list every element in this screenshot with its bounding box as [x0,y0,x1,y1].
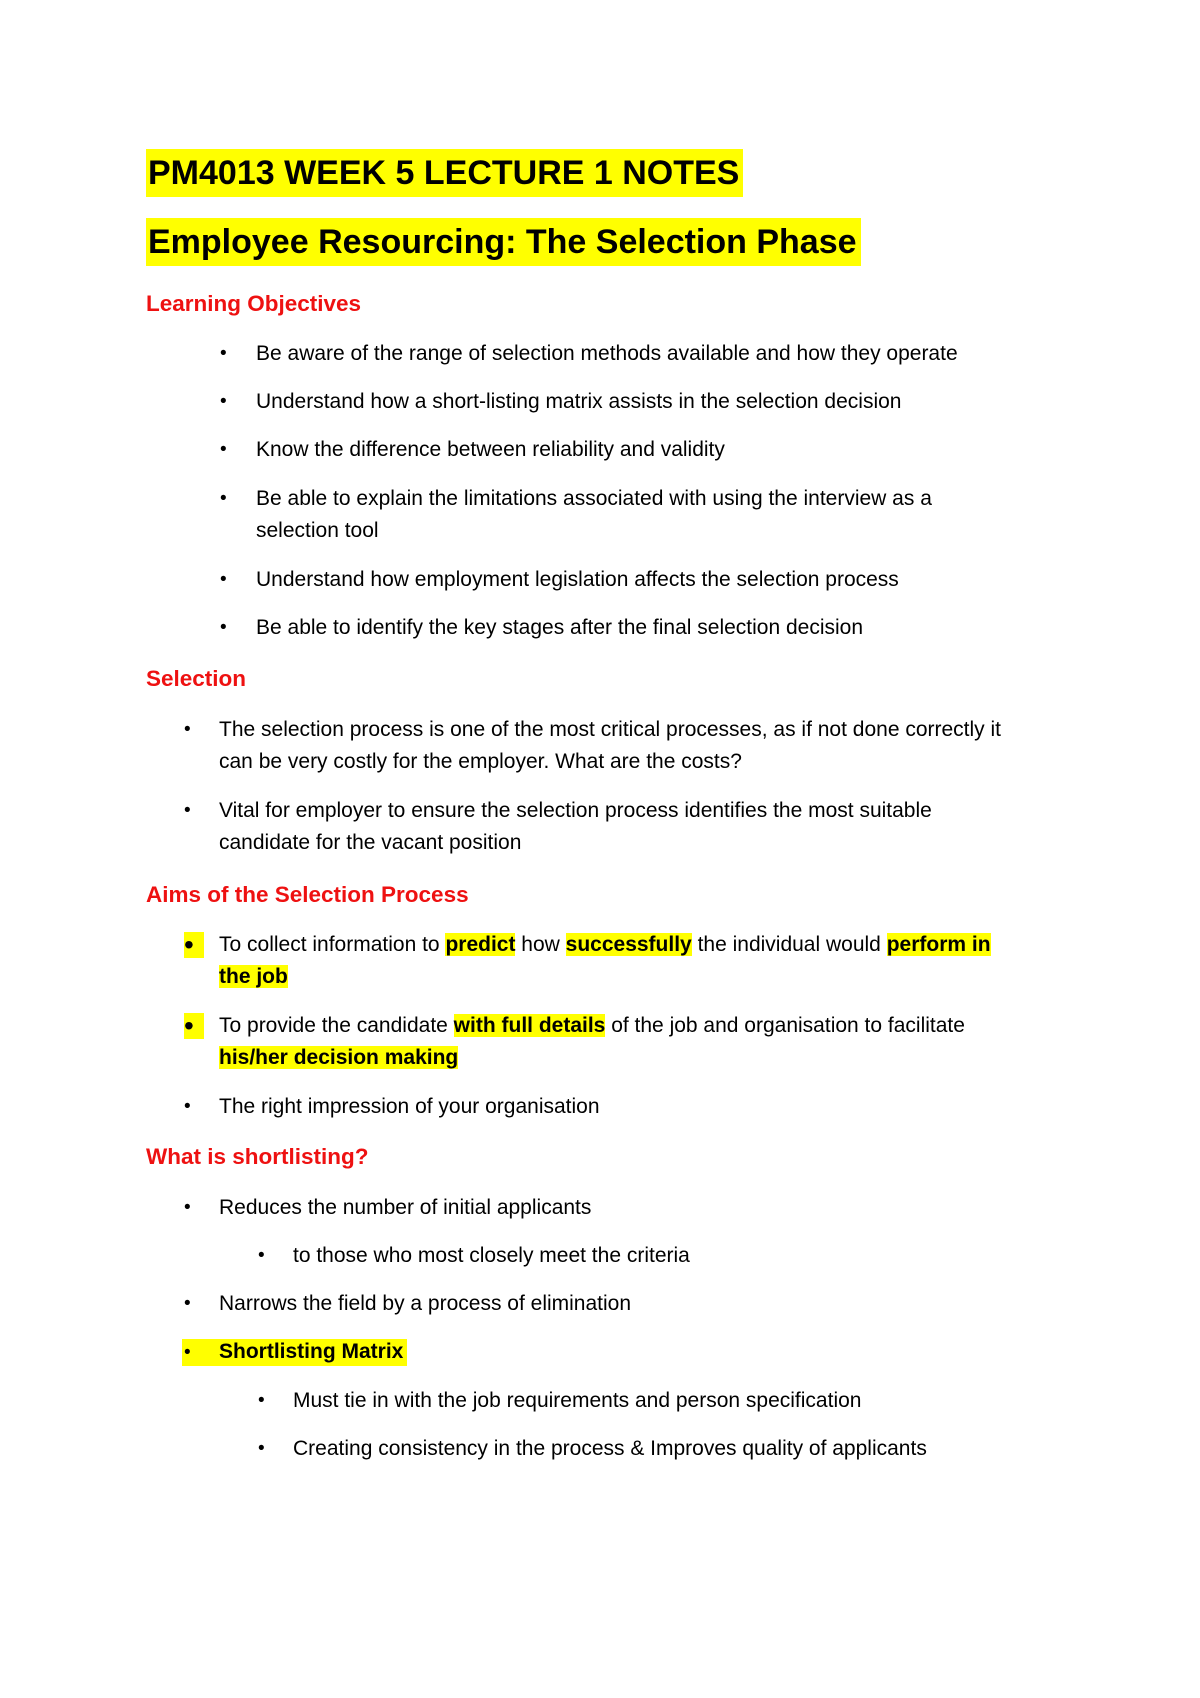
list-item: Be able to explain the limitations associated with using the interview as a [256,487,932,510]
highlighted-text: successfully [565,933,692,956]
bullet-icon: • [184,1293,191,1314]
aims-heading: Aims of the Selection Process [146,882,469,907]
sub-list-item: to those who most closely meet the criteria [293,1244,690,1267]
list-item [219,1013,965,1039]
sub-list-item: Creating consistency in the process & Improves quality of applicants [293,1437,927,1460]
list-item-continuation [219,964,288,990]
bullet-icon: • [220,343,227,364]
bullet-icon: • [220,617,227,638]
sub-list-item: Must tie in with the job requirements and person specification [293,1389,862,1412]
bullet-icon: • [258,1245,265,1266]
list-item: Understand how employment legislation affects the selection process [256,568,899,591]
list-item-highlighted [182,1339,407,1366]
text-segment: how [515,933,566,956]
list-item: Know the difference between reliability and validity [256,438,725,461]
document-title: PM4013 WEEK 5 LECTURE 1 NOTES [146,149,743,197]
text-segment: the individual would [691,933,887,956]
list-item-continuation: selection tool [256,519,379,542]
bullet-icon: • [184,1342,191,1363]
list-item-continuation: candidate for the vacant position [219,831,522,854]
list-item: The selection process is one of the most critical processes, as if not done correctly it [219,718,1002,741]
text-segment: of the job and organisation to facilitate [605,1014,965,1037]
learning-objectives-heading: Learning Objectives [146,291,362,316]
list-item: The right impression of your organisation [219,1095,600,1118]
highlighted-text: perform in [886,933,991,956]
bullet-icon: • [220,439,227,460]
highlighted-text: with full details [453,1014,606,1037]
bullet-icon: • [258,1390,265,1411]
shortlisting-heading: What is shortlisting? [146,1144,369,1169]
list-item: Vital for employer to ensure the selection process identifies the most suitable [219,799,932,822]
bullet-icon: • [184,1013,204,1039]
bullet-icon: • [220,488,227,509]
document-subtitle: Employee Resourcing: The Selection Phase [146,218,861,266]
bullet-icon: • [220,391,227,412]
list-item: Understand how a short-listing matrix assists in the selection decision [256,390,902,413]
text-segment: To provide the candidate [219,1014,454,1037]
list-item: Narrows the field by a process of elimination [219,1292,632,1315]
bullet-icon: • [258,1438,265,1459]
list-item: Be able to identify the key stages after the final selection decision [256,616,864,639]
selection-heading: Selection [146,666,247,691]
bullet-icon: • [184,1197,191,1218]
bullet-icon: • [184,800,191,821]
list-item: Be aware of the range of selection methods available and how they operate [256,342,958,365]
text-segment: To collect information to [219,933,446,956]
bullet-icon: • [184,719,191,740]
bullet-icon: • [184,932,204,958]
bullet-icon: • [220,569,227,590]
list-item [219,932,991,958]
highlighted-text: his/her decision making [219,1046,459,1069]
list-item: Reduces the number of initial applicants [219,1196,592,1219]
highlighted-text: Shortlisting Matrix [219,1340,404,1363]
list-item-continuation: can be very costly for the employer. What are the costs? [219,750,742,773]
bullet-icon: • [184,1096,191,1117]
highlighted-text: predict [445,933,516,956]
list-item-continuation [219,1045,458,1071]
highlighted-text: the job [219,965,288,988]
